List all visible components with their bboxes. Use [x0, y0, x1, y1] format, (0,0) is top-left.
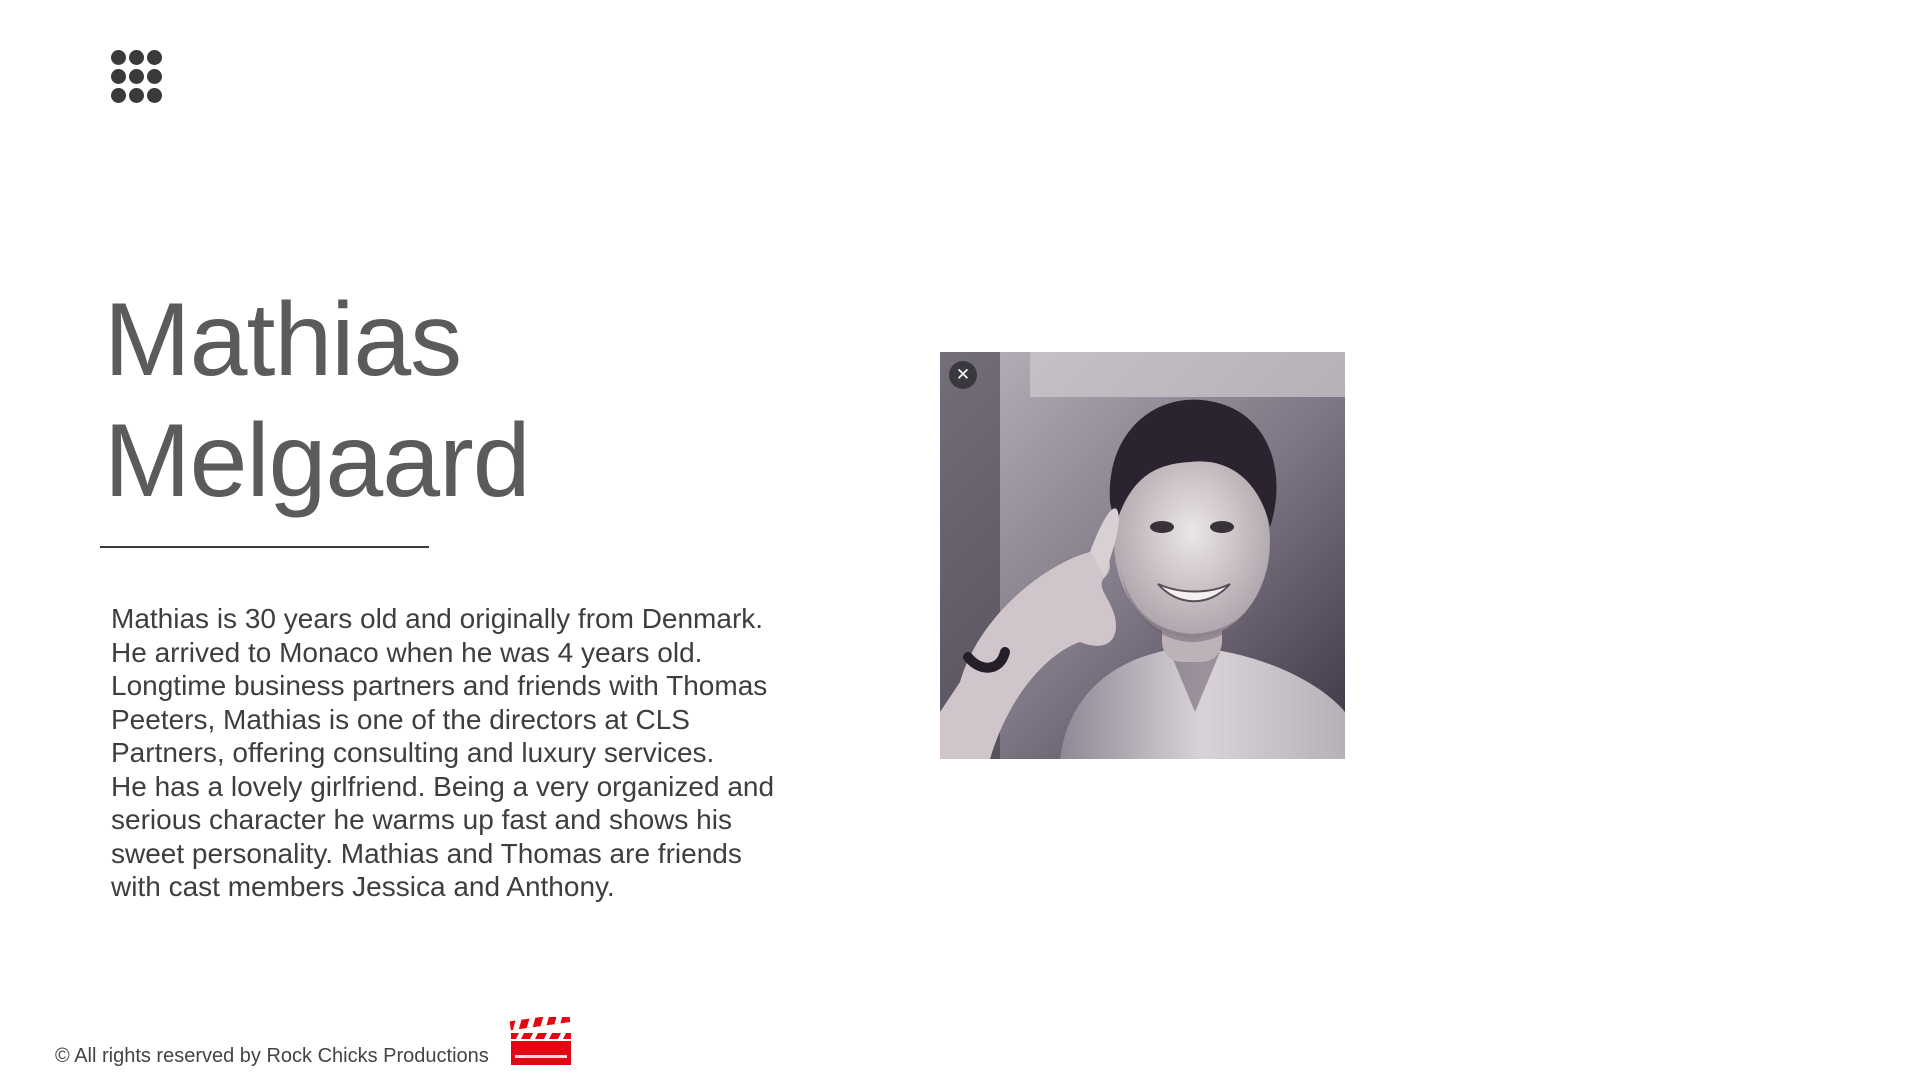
- first-name: Mathias: [104, 282, 462, 398]
- biography-text: [111, 602, 811, 904]
- profile-photo: [940, 352, 1345, 759]
- production-company-logo[interactable]: [509, 1017, 573, 1067]
- grid-menu-icon: [147, 88, 162, 103]
- bio-line: Partners, offering consulting and luxury services.: [111, 737, 715, 768]
- heading-divider: [100, 546, 429, 548]
- bio-line: Mathias is 30 years old and originally from Denmark.: [111, 603, 764, 634]
- person-name-heading: [104, 280, 530, 522]
- grid-menu-icon: [129, 50, 144, 65]
- bio-line: He has a lovely girlfriend. Being a very organized and: [111, 770, 775, 802]
- grid-menu-icon: [129, 88, 144, 103]
- grid-menu-icon: [111, 69, 126, 84]
- grid-menu-icon: [147, 50, 162, 65]
- clapperboard-icon: [509, 1017, 573, 1067]
- bio-line: with cast members Jessica and Anthony.: [111, 871, 615, 902]
- grid-menu-icon: [111, 88, 126, 103]
- last-name: Melgaard: [104, 403, 530, 519]
- bio-line: He arrived to Monaco when he was 4 years old.: [111, 636, 703, 668]
- bio-line: Peeters, Mathias is one of the directors at CLS: [111, 703, 690, 735]
- grid-menu-icon: [129, 69, 144, 84]
- close-button[interactable]: [949, 361, 977, 389]
- close-icon: ✕: [955, 365, 971, 385]
- footer-copyright: © All rights reserved by Rock Chicks Productions: [55, 1045, 489, 1067]
- portrait-illustration: [940, 352, 1345, 759]
- grid-menu-icon: [111, 50, 126, 65]
- bio-line: Longtime business partners and friends with Thomas: [111, 670, 768, 701]
- bio-line: sweet personality. Mathias and Thomas are friends: [111, 837, 742, 869]
- bio-line: serious character he warms up fast and shows his: [111, 804, 732, 835]
- menu-grid-button[interactable]: [111, 50, 162, 104]
- grid-menu-icon: [147, 69, 162, 84]
